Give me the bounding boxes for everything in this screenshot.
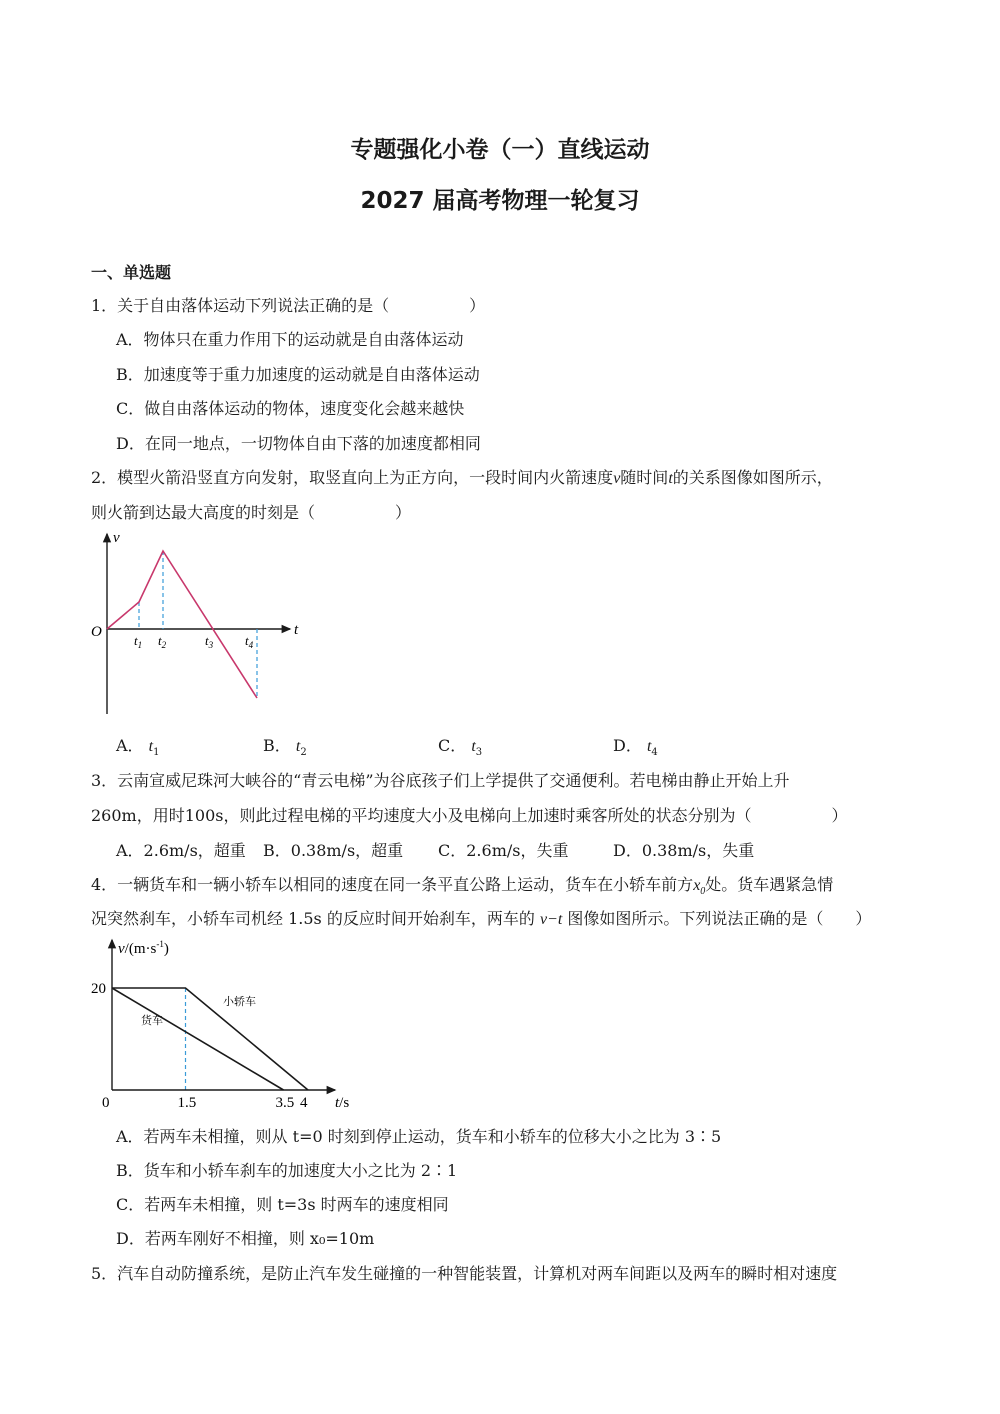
question-4-stem-line2: [91, 906, 871, 929]
q2-opt-b-sym: t: [295, 738, 301, 755]
series-truck: [112, 988, 284, 1090]
q2-stem-a: 2．模型火箭沿竖直方向发射，取竖直向上为正方向，一段时间内火箭速度: [91, 468, 614, 487]
series-car: [112, 988, 308, 1090]
q2-opt-a-letter: A．: [116, 736, 144, 755]
y-tick-label: 20: [91, 981, 106, 997]
x-tick-label: 4: [300, 1095, 308, 1111]
q4-stem1-b: 处。货车遇紧急情: [705, 875, 834, 894]
legend-label-car: 小轿车: [223, 996, 256, 1008]
q2-opt-a-sub: 1: [153, 747, 160, 759]
question-3-option-d: D．0.38m/s，失重: [613, 841, 755, 860]
question-2-option-b: [263, 733, 307, 758]
question-2-option-a: [116, 733, 159, 758]
x-tick-label: 3.5: [275, 1095, 295, 1111]
q2-opt-b-sub: 2: [300, 747, 307, 759]
y-axis-label: v: [113, 530, 120, 546]
question-1-option-a: A．物体只在重力作用下的运动就是自由落体运动: [116, 330, 464, 349]
q2-opt-d-sub: 4: [651, 747, 658, 759]
q4-stem2-b: 图像如图所示。下列说法正确的是（ ）: [567, 909, 872, 928]
q4-var-x-sub: 0: [700, 886, 706, 898]
q4-stem1-a: 4．一辆货车和一辆小轿车以相同的速度在同一条平直公路上运动，货车在小轿车前方: [91, 875, 694, 894]
q4-var-vt: v−t: [539, 911, 563, 928]
q2-var-t: t: [668, 470, 673, 487]
q2-stem-b: 随时间: [620, 468, 669, 487]
question-4-option-b: B．货车和小轿车刹车的加速度大小之比为 2∶1: [116, 1161, 458, 1180]
q2-var-v: v: [613, 470, 621, 487]
legend-label-truck: 货车: [141, 1015, 163, 1027]
q4-stem2-a: 况突然刹车，小轿车司机经 1.5s 的反应时间开始刹车，两车的: [91, 909, 535, 928]
tick-t2: $t_2$: [158, 633, 167, 650]
page-title: 专题强化小卷（一）直线运动: [350, 137, 650, 163]
page-subtitle: 2027 届高考物理一轮复习: [360, 188, 640, 214]
y-axis-label: $v/(m\cdot s^{-1})$: [118, 939, 169, 957]
q2-opt-a-sym: t: [148, 738, 154, 755]
q2-opt-c-sym: t: [471, 738, 476, 755]
question-3-stem-line2: 260m，用时100s，则此过程电梯的平均速度大小及电梯向上加速时乘客所处的状态分别为（ ）: [91, 806, 848, 825]
q2-opt-c-letter: C．: [438, 736, 467, 755]
series-velocity: [107, 551, 257, 698]
question-2-stem-line1: [91, 465, 833, 488]
x-tick-label: 1.5: [177, 1095, 197, 1111]
x-axis-label: t/s: [335, 1095, 350, 1111]
question-3-stem-line1: 3．云南宣威尼珠河大峡谷的“青云电梯”为谷底孩子们上学提供了交通便利。若电梯由静止开始上升: [91, 771, 790, 790]
cars-vt-graph: [85, 934, 355, 1114]
question-5-stem-line1: 5．汽车自动防撞系统，是防止汽车发生碰撞的一种智能装置，计算机对两车间距以及两车的瞬时相对速度: [91, 1264, 838, 1283]
origin-label: O: [91, 624, 102, 640]
q2-opt-c-sub: 3: [475, 747, 483, 759]
plot-area: [112, 988, 308, 1090]
question-1-option-c: C．做自由落体运动的物体，速度变化会越来越快: [116, 399, 465, 418]
x-tick-label: 0: [102, 1095, 110, 1111]
q2-stem-c: 的关系图像如图所示，: [672, 468, 833, 487]
question-4-option-c: C．若两车未相撞，则 t=3s 时两车的速度相同: [116, 1195, 449, 1214]
x-axis-label: t: [294, 622, 299, 638]
question-3-option-a: A．2.6m/s，超重: [116, 841, 246, 860]
question-2-option-c: [438, 733, 482, 758]
q2-opt-d-letter: D．: [613, 736, 642, 755]
tick-t1: $t_1$: [134, 633, 143, 650]
question-1-option-d: D．在同一地点，一切物体自由下落的加速度都相同: [116, 434, 481, 453]
q4-var-x: x: [693, 877, 701, 894]
q2-opt-d-sym: t: [646, 738, 652, 755]
rocket-vt-graph: [85, 528, 315, 723]
section-heading: 一、单选题: [91, 263, 172, 282]
tick-t4: $t_4$: [245, 633, 254, 650]
question-1-stem: 1．关于自由落体运动下列说法正确的是（ ）: [91, 296, 486, 315]
question-4-option-d: D．若两车刚好不相撞，则 x₀=10m: [116, 1229, 375, 1248]
q2-opt-b-letter: B．: [263, 736, 291, 755]
question-3-option-b: B．0.38m/s，超重: [263, 841, 404, 860]
question-3-option-c: C．2.6m/s，失重: [438, 841, 569, 860]
tick-t3: $t_3$: [205, 633, 214, 650]
question-2-stem-line2: 则火箭到达最大高度的时刻是（ ）: [91, 503, 412, 522]
question-4-stem-line1: [91, 872, 833, 897]
question-1-option-b: B．加速度等于重力加速度的运动就是自由落体运动: [116, 365, 480, 384]
question-2-option-d: [613, 733, 658, 758]
question-4-option-a: A．若两车未相撞，则从 t=0 时刻到停止运动，货车和小轿车的位移大小之比为 3∶5: [116, 1127, 722, 1146]
